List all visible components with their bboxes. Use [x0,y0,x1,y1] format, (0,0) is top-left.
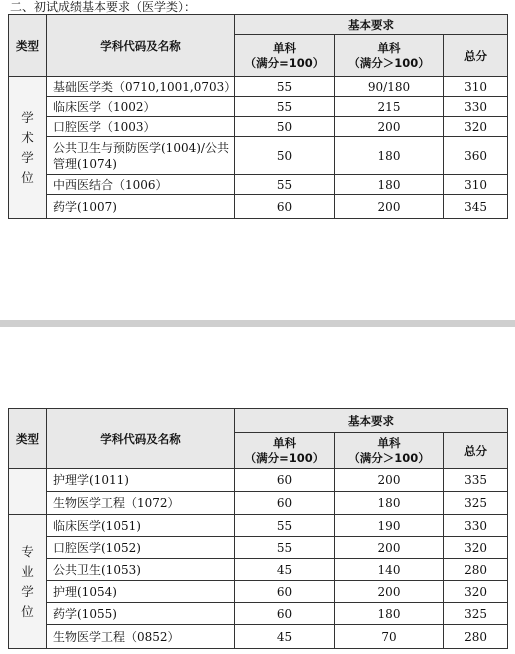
academic-degree-table [8,14,508,219]
table-row [9,603,508,625]
header-single-over-100 [335,433,444,469]
single-over-100-score: 200 [335,469,444,492]
single-over-100-score: 90/180 [335,77,444,97]
single-100-score: 55 [235,97,335,117]
single-100-score: 60 [235,603,335,625]
single-over-100-score: 215 [335,97,444,117]
table-row [9,581,508,603]
total-score: 310 [444,175,508,195]
single-over-100-score: 180 [335,492,444,515]
total-score: 335 [444,469,508,492]
subject-name: 生物医学工程（1072） [47,492,235,515]
subject-name: 公共卫生与预防医学(1004)/公共管理(1074) [47,137,235,175]
single-over-100-score: 200 [335,195,444,219]
total-score: 320 [444,581,508,603]
total-score: 325 [444,492,508,515]
single-over-100-score: 180 [335,175,444,195]
single-100-score: 60 [235,469,335,492]
total-score: 320 [444,117,508,137]
header-type: 类型 [9,15,47,77]
table-row [9,537,508,559]
single-over-100-score: 180 [335,603,444,625]
subject-name: 药学(1007) [47,195,235,219]
single-100-score: 45 [235,559,335,581]
section-heading: 二、初试成绩基本要求（医学类）： [10,0,197,14]
header-single-100 [235,433,335,469]
total-score: 280 [444,625,508,649]
single-over-100-score: 200 [335,581,444,603]
header-total: 总分 [444,433,508,469]
subject-name: 临床医学（1002） [47,97,235,117]
degree-type-blank [9,469,47,515]
header-single-100 [235,35,335,77]
single-100-score: 55 [235,77,335,97]
table-row [9,117,508,137]
subject-name: 公共卫生(1053) [47,559,235,581]
table-row [9,559,508,581]
table-row [9,492,508,515]
header-single-100-text: 单科 （满分=100） [244,40,325,70]
total-score: 310 [444,77,508,97]
total-score: 325 [444,603,508,625]
subject-name: 基础医学类（0710,1001,0703） [47,77,235,97]
table-row [9,195,508,219]
table-row [9,77,508,97]
subject-name: 护理学(1011) [47,469,235,492]
table-row [9,97,508,117]
subject-name: 口腔医学（1003） [47,117,235,137]
header-basic-requirement: 基本要求 [235,15,508,35]
header-single-over-100-text: 单科 （满分＞100） [348,40,430,70]
header-single-100-text: 单科 （满分=100） [244,435,325,465]
header-single-over-100-text: 单科 （满分＞100） [348,435,430,465]
single-100-score: 55 [235,515,335,537]
single-over-100-score: 200 [335,117,444,137]
header-single-over-100 [335,35,444,77]
table-row [9,137,508,175]
single-100-score: 60 [235,195,335,219]
single-over-100-score: 190 [335,515,444,537]
total-score: 330 [444,515,508,537]
single-over-100-score: 200 [335,537,444,559]
single-over-100-score: 180 [335,137,444,175]
table-row [9,625,508,649]
subject-name: 生物医学工程（0852） [47,625,235,649]
header-total: 总分 [444,35,508,77]
single-100-score: 60 [235,492,335,515]
header-basic-requirement: 基本要求 [235,409,508,433]
single-100-score: 45 [235,625,335,649]
single-100-score: 50 [235,117,335,137]
total-score: 320 [444,537,508,559]
table-row [9,469,508,492]
table-row [9,175,508,195]
subject-name: 药学(1055) [47,603,235,625]
subject-name: 中西医结合（1006） [47,175,235,195]
subject-name: 临床医学(1051) [47,515,235,537]
total-score: 280 [444,559,508,581]
subject-name: 护理(1054) [47,581,235,603]
single-100-score: 55 [235,537,335,559]
single-100-score: 55 [235,175,335,195]
degree-type-label [9,515,47,649]
header-type: 类型 [9,409,47,469]
single-over-100-score: 70 [335,625,444,649]
degree-type-label [9,77,47,219]
single-100-score: 50 [235,137,335,175]
subject-name: 口腔医学(1052) [47,537,235,559]
total-score: 360 [444,137,508,175]
single-over-100-score: 140 [335,559,444,581]
single-100-score: 60 [235,581,335,603]
total-score: 330 [444,97,508,117]
header-subject: 学科代码及名称 [47,409,235,469]
table-row [9,515,508,537]
degree-type-text: 学 术 学 位 [21,109,34,185]
header-subject: 学科代码及名称 [47,15,235,77]
degree-type-text: 专 业 学 位 [21,543,34,619]
total-score: 345 [444,195,508,219]
section-divider [0,320,515,327]
professional-degree-table [8,408,508,649]
